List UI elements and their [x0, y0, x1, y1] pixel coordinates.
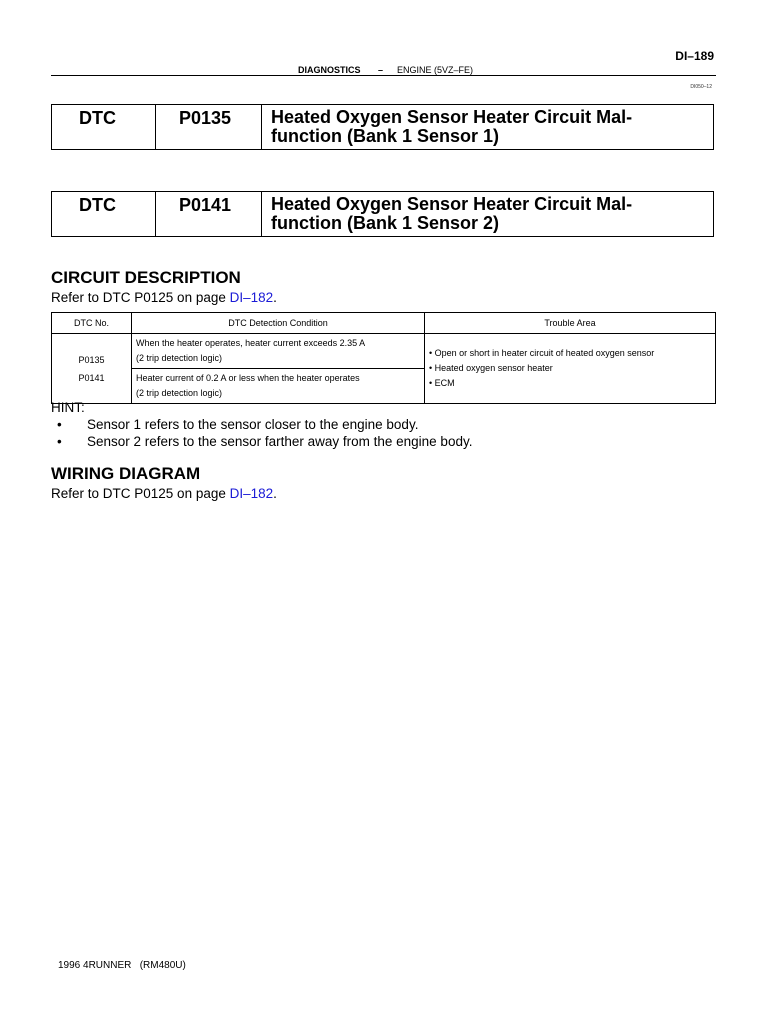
header-rule — [51, 75, 716, 76]
page-link-di-182[interactable]: DI–182 — [229, 290, 274, 305]
column-header-trouble-area: Trouble Area — [425, 313, 716, 334]
header-separator: – — [378, 65, 384, 75]
dtc-label: DTC — [52, 192, 156, 236]
reference-period: . — [273, 290, 277, 305]
dtc-title-line1: Heated Oxygen Sensor Heater Circuit Mal- — [271, 107, 633, 127]
condition-line: Heater current of 0.2 A or less when the heater operates — [136, 373, 360, 383]
column-header-condition: DTC Detection Condition — [132, 313, 425, 334]
dtc-code: P0141 — [156, 192, 262, 236]
trouble-area-item: • Open or short in heater circuit of heated oxygen sensor — [429, 348, 655, 358]
reference-text: Refer to DTC P0125 on page — [51, 486, 230, 501]
dtc-code: P0135 — [156, 105, 262, 149]
dtc-title-box-p0141 — [51, 191, 714, 237]
dtc-title — [262, 192, 713, 236]
hint-text: Sensor 1 refers to the sensor closer to the engine body. — [87, 417, 419, 432]
page-number: DI–189 — [675, 49, 714, 63]
header-section-title: DIAGNOSTICS — [298, 65, 361, 75]
table-row — [52, 334, 716, 369]
footer-model-info: 1996 4RUNNER (RM480U) — [58, 960, 186, 971]
circuit-description-heading: CIRCUIT DESCRIPTION — [51, 268, 241, 287]
dtc-title-box-p0135 — [51, 104, 714, 150]
condition-line: When the heater operates, heater current exceeds 2.35 A — [136, 338, 366, 348]
wiring-diagram-heading: WIRING DIAGRAM — [51, 464, 201, 483]
hint-label: HINT: — [51, 400, 85, 415]
bullet-icon: • — [57, 417, 62, 432]
dtc-title-line2: function (Bank 1 Sensor 2) — [271, 213, 500, 233]
detection-condition-cell — [132, 369, 425, 404]
header-engine-label: ENGINE (5VZ–FE) — [397, 65, 474, 75]
dtc-number: P0135 — [78, 354, 105, 365]
reference-period: . — [273, 486, 277, 501]
trouble-area-cell — [425, 334, 716, 404]
table-header-row — [52, 313, 716, 334]
dtc-title — [262, 105, 713, 149]
detection-condition-cell — [132, 334, 425, 369]
dtc-label: DTC — [52, 105, 156, 149]
circuit-description-reference — [51, 290, 277, 305]
hint-item — [57, 434, 472, 449]
bullet-icon: • — [57, 434, 62, 449]
dtc-title-line2: function (Bank 1 Sensor 1) — [271, 126, 500, 146]
reference-text: Refer to DTC P0125 on page — [51, 290, 230, 305]
column-header-dtc-no: DTC No. — [52, 313, 132, 334]
dtc-detection-table — [51, 312, 716, 404]
hint-text: Sensor 2 refers to the sensor farther away from the engine body. — [87, 434, 473, 449]
hint-item — [57, 417, 418, 432]
condition-line: (2 trip detection logic) — [136, 388, 223, 398]
dtc-number-cell — [52, 334, 132, 404]
page-link-di-182[interactable]: DI–182 — [229, 486, 274, 501]
condition-line: (2 trip detection logic) — [136, 353, 223, 363]
trouble-area-item: • Heated oxygen sensor heater — [429, 363, 553, 373]
dtc-title-line1: Heated Oxygen Sensor Heater Circuit Mal- — [271, 194, 633, 214]
wiring-diagram-reference — [51, 486, 277, 501]
document-id: DI050–12 — [690, 84, 712, 90]
dtc-number: P0141 — [78, 372, 105, 383]
trouble-area-item: • ECM — [429, 378, 455, 388]
